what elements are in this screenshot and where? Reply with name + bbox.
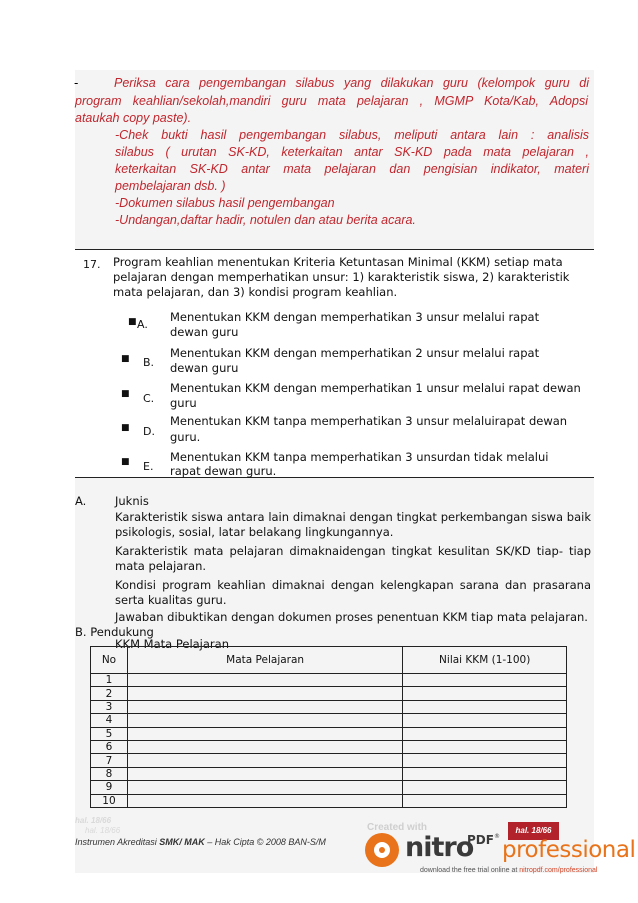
column-header: Nilai KKM (1-100) <box>403 647 567 674</box>
mata-pelajaran-cell[interactable] <box>127 727 402 740</box>
column-header: Mata Pelajaran <box>127 647 402 674</box>
option-text: rapat dewan guru. <box>170 464 277 478</box>
options-list <box>75 303 594 478</box>
row-number: 5 <box>91 727 128 740</box>
option-letter: C. <box>143 392 155 405</box>
row-number: 10 <box>91 794 128 807</box>
option-text: Menentukan KKM dengan memperhatikan 1 unsur melalui rapat dewan <box>170 381 581 395</box>
row-number: 2 <box>91 687 128 700</box>
registered-mark: ® <box>494 833 500 840</box>
option-letter: E. <box>143 460 154 473</box>
nilai-kkm-cell[interactable] <box>403 767 567 780</box>
bullet-icon: ■ <box>121 457 130 467</box>
table-row <box>91 700 567 713</box>
question-box <box>75 249 594 305</box>
table-row <box>91 754 567 767</box>
option-letter: A. <box>137 318 148 331</box>
note-line: silabus ( urutan SK-KD, keterkaitan antar SK-KD pada mata pelajaran , <box>115 145 589 159</box>
mata-pelajaran-cell[interactable] <box>127 674 402 687</box>
page-number-ghost: hal. 18/66 <box>75 816 112 825</box>
juknis-text: Karakteristik siswa antara lain dimaknai dengan tingkat perkembangan siswa baik <box>115 510 591 524</box>
mata-pelajaran-cell[interactable] <box>127 754 402 767</box>
table-row <box>91 781 567 794</box>
question-text: mata pelajaran, dan 3) kondisi program keahlian. <box>113 285 398 299</box>
footer-bold: SMK/ MAK <box>159 837 205 847</box>
question-text: pelajaran dengan memperhatikan unsur: 1) karakteristik siswa, 2) karakteristik <box>113 270 570 284</box>
mata-pelajaran-cell[interactable] <box>127 714 402 727</box>
option-text: Menentukan KKM tanpa memperhatikan 3 unsurdan tidak melalui <box>170 450 549 464</box>
option-d[interactable] <box>75 413 594 447</box>
row-number: 3 <box>91 700 128 713</box>
juknis-text: Karakteristik mata pelajaran dimaknaidengan tingkat kesulitan SK/KD tiap- tiap <box>115 544 591 558</box>
table-row <box>91 687 567 700</box>
row-number: 4 <box>91 714 128 727</box>
nilai-kkm-cell[interactable] <box>403 687 567 700</box>
table-row <box>91 714 567 727</box>
mata-pelajaran-cell[interactable] <box>127 700 402 713</box>
juknis-text: Jawaban dibuktikan dengan dokumen proses penentuan KKM tiap mata pelajaran. <box>115 610 588 624</box>
page-badge: hal. 18/66 <box>508 822 559 840</box>
pdf-wordmark: PDF <box>467 833 494 847</box>
option-text: dewan guru <box>170 361 239 375</box>
column-header: No <box>91 647 128 674</box>
table-title: KKM Mata Pelajaran <box>115 637 229 651</box>
row-number: 7 <box>91 754 128 767</box>
bullet-icon: ■ <box>121 389 130 399</box>
nilai-kkm-cell[interactable] <box>403 754 567 767</box>
nilai-kkm-cell[interactable] <box>403 740 567 753</box>
table-row <box>91 674 567 687</box>
section-title: B. Pendukung <box>75 625 154 639</box>
created-with-label: Created with <box>367 822 428 833</box>
nilai-kkm-cell[interactable] <box>403 714 567 727</box>
table-row <box>91 727 567 740</box>
note-line: -Dokumen silabus hasil pengembangan <box>115 196 335 210</box>
table-row <box>91 740 567 753</box>
nilai-kkm-cell[interactable] <box>403 781 567 794</box>
table-row <box>91 794 567 807</box>
option-letter: D. <box>143 425 155 438</box>
question-text: Program keahlian menentukan Kriteria Ketuntasan Minimal (KKM) setiap mata <box>113 255 563 269</box>
note-dash: - <box>74 76 79 90</box>
row-number: 9 <box>91 781 128 794</box>
option-text: Menentukan KKM dengan memperhatikan 2 unsur melalui rapat <box>170 346 540 360</box>
option-a[interactable] <box>75 309 594 343</box>
juknis-text: mata pelajaran. <box>115 559 207 573</box>
option-text: guru <box>170 396 197 410</box>
download-text: download the free trial online at <box>420 867 520 874</box>
note-line: ataukah copy paste). <box>75 111 192 125</box>
section-label: A. <box>75 494 87 508</box>
option-b[interactable] <box>75 345 594 379</box>
nilai-kkm-cell[interactable] <box>403 700 567 713</box>
table-header-row <box>91 647 567 674</box>
table-row <box>91 767 567 780</box>
nilai-kkm-cell[interactable] <box>403 727 567 740</box>
footer-copyright <box>75 837 326 847</box>
question-number: 17. <box>83 258 101 271</box>
professional-wordmark: professional <box>502 837 636 863</box>
section-title: Juknis <box>115 494 149 508</box>
nilai-kkm-cell[interactable] <box>403 674 567 687</box>
note-line: -Chek bukti hasil pengembangan silabus, meliputi antara lain : analisis <box>115 128 589 142</box>
option-text: Menentukan KKM tanpa memperhatikan 3 unsur melaluirapat dewan <box>170 414 568 428</box>
option-text: guru. <box>170 430 201 444</box>
nilai-kkm-cell[interactable] <box>403 794 567 807</box>
juknis-text: serta kualitas guru. <box>115 593 227 607</box>
option-c[interactable] <box>75 377 594 411</box>
option-text: Menentukan KKM dengan memperhatikan 3 unsur melalui rapat <box>170 310 540 324</box>
footer-prefix: Instrumen Akreditasi <box>75 837 160 847</box>
note-line: -Undangan,daftar hadir, notulen dan atau berita acara. <box>115 213 416 227</box>
option-text: dewan guru <box>170 325 239 339</box>
juknis-text: Kondisi program keahlian dimaknai dengan kelengkapan sarana dan prasarana <box>115 578 591 592</box>
mata-pelajaran-cell[interactable] <box>127 794 402 807</box>
juknis-text: psikologis, sosial, latar belakang lingkungannya. <box>115 525 394 539</box>
bullet-icon: ■ <box>128 317 137 327</box>
mata-pelajaran-cell[interactable] <box>127 781 402 794</box>
download-link[interactable]: nitropdf.com/professional <box>519 867 598 874</box>
nitro-logo-icon <box>365 833 399 867</box>
option-e[interactable] <box>75 447 594 477</box>
kkm-table <box>90 646 567 808</box>
document-page <box>74 70 636 874</box>
bullet-icon: ■ <box>121 354 130 364</box>
nitro-wordmark: nitro <box>405 832 474 863</box>
note-line: Periksa cara pengembangan silabus yang dilakukan guru (kelompok guru di <box>114 76 589 90</box>
page-number-ghost: hal. 18/66 <box>85 826 121 835</box>
option-letter: B. <box>143 356 155 369</box>
mata-pelajaran-cell[interactable] <box>127 687 402 700</box>
row-number: 6 <box>91 740 128 753</box>
footer-suffix: – Hak Cipta © 2008 BAN-S/M <box>204 837 326 847</box>
note-line: keterkaitan SK-KD antar mata pelajaran dan pengisian indikator, materi <box>115 162 589 176</box>
note-line: pembelajaran dsb. ) <box>115 179 226 193</box>
mata-pelajaran-cell[interactable] <box>127 767 402 780</box>
row-number: 1 <box>91 674 128 687</box>
download-note <box>420 867 597 874</box>
mata-pelajaran-cell[interactable] <box>127 740 402 753</box>
bullet-icon: ■ <box>121 423 130 433</box>
row-number: 8 <box>91 767 128 780</box>
note-line: program keahlian/sekolah,mandiri guru mata pelajaran , MGMP Kota/Kab, Adopsi <box>75 94 588 108</box>
